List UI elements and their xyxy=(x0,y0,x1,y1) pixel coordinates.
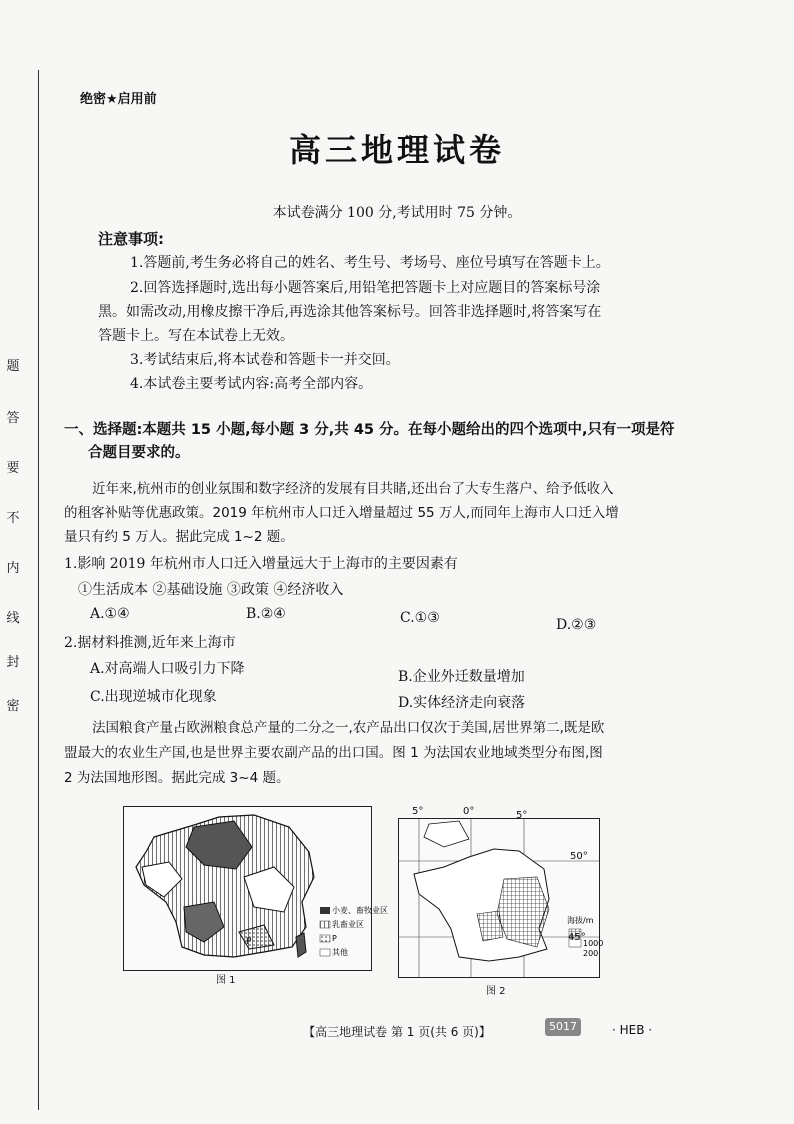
passage-line: 量只有约 5 万人。据此完成 1~2 题。 xyxy=(64,529,294,545)
exam-code-badge: 5017 xyxy=(545,1018,581,1036)
notice-line: 2.回答选择题时,选出每小题答案后,用铅笔把答题卡上对应题目的答案标号涂 xyxy=(130,280,601,296)
secret-label: 绝密★启用前 xyxy=(80,92,157,107)
page-title: 高三地理试卷 xyxy=(288,131,505,169)
q1-option-b: B.②④ xyxy=(246,606,286,622)
exam-subtitle: 本试卷满分 100 分,考试用时 75 分钟。 xyxy=(272,205,522,221)
legend-label: 乳畜业区 xyxy=(332,920,364,929)
corsica-island xyxy=(296,933,306,957)
legend-label: 其他 xyxy=(332,948,348,957)
legend-value: 200 xyxy=(583,949,599,958)
britain-outline xyxy=(424,821,469,847)
lat-label: 50° xyxy=(570,851,588,862)
legend-swatch-wheat xyxy=(320,907,330,914)
france-terrain-map xyxy=(399,819,604,977)
section-heading: 一、选择题:本题共 15 小题,每小题 3 分,共 45 分。在每小题给出的四个选项中,只有一项是符 xyxy=(64,422,675,438)
q1-option-c: C.①③ xyxy=(400,610,440,626)
passage-line: 近年来,杭州市的创业氛围和数字经济的发展有目共睹,还出台了大专生落户、给予低收入 xyxy=(92,481,614,497)
lon-label: 5° xyxy=(412,806,424,817)
side-char: 不 xyxy=(6,511,20,526)
figure-2-caption: 图 2 xyxy=(486,986,506,997)
side-char: 密 xyxy=(6,699,20,714)
legend-value: 1000 xyxy=(583,939,604,948)
passage-line: 的租客补贴等优惠政策。2019 年杭州市人口迁入增量超过 55 万人,而同年上海市人口迁入增 xyxy=(64,505,619,521)
q1-option-a: A.①④ xyxy=(90,606,130,622)
legend-label: P xyxy=(332,934,337,943)
figure-1-caption: 图 1 xyxy=(216,975,236,986)
passage-line: 2 为法国地形图。据此完成 3~4 题。 xyxy=(64,770,290,786)
lat-label: 45° xyxy=(568,932,586,943)
notice-line: 答题卡上。写在本试卷上无效。 xyxy=(98,328,294,344)
lon-label: 0° xyxy=(463,806,475,817)
passage-line: 法国粮食产量占欧洲粮食总产量的二分之一,农产品出口仅次于美国,居世界第二,既是欧 xyxy=(92,720,605,736)
page-footer: 【高三地理试卷 第 1 页(共 6 页)】 xyxy=(303,1025,491,1039)
france-agri-map xyxy=(124,807,388,970)
footer-code: · HEB · xyxy=(612,1023,653,1037)
fig1-legend xyxy=(320,905,388,957)
q2-option-c: C.出现逆城市化现象 xyxy=(90,689,217,705)
side-char: 要 xyxy=(6,461,20,476)
q2-option-a: A.对高端人口吸引力下降 xyxy=(90,661,245,677)
legend-swatch-dairy xyxy=(320,921,330,928)
notice-line: 黑。如需改动,用橡皮擦干净后,再选涂其他答案标号。回答非选择题时,将答案写在 xyxy=(98,304,602,320)
q2-option-d: D.实体经济走向衰落 xyxy=(398,695,526,711)
legend-swatch-other xyxy=(320,949,330,956)
q2-option-b: B.企业外迁数量增加 xyxy=(398,669,525,685)
question-1-items: ①生活成本 ②基础设施 ③政策 ④经济收入 xyxy=(78,582,344,598)
legend-swatch-p xyxy=(320,935,330,942)
notice-line: 4.本试卷主要考试内容:高考全部内容。 xyxy=(130,376,373,392)
side-char: 封 xyxy=(6,655,20,670)
notice-line: 1.答题前,考生务必将自己的姓名、考生号、考场号、座位号填写在答题卡上。 xyxy=(130,255,610,271)
notice-line: 3.考试结束后,将本试卷和答题卡一并交回。 xyxy=(130,352,400,368)
passage-line: 盟最大的农业生产国,也是世界主要农副产品的出口国。图 1 为法国农业地域类型分布图,图 xyxy=(64,745,603,761)
figure-2-map xyxy=(398,818,604,978)
legend-title: 海拔/m xyxy=(567,916,594,925)
figure-1-map xyxy=(123,806,388,971)
side-char: 线 xyxy=(6,611,20,626)
question-1-stem: 1.影响 2019 年杭州市人口迁入增量远大于上海市的主要因素有 xyxy=(64,556,458,572)
section-heading-cont: 合题目要求的。 xyxy=(88,445,190,461)
side-char: 内 xyxy=(6,561,20,576)
lon-label: 5° xyxy=(516,810,528,821)
marker-p: P xyxy=(246,937,252,947)
question-2-stem: 2.据材料推测,近年来上海市 xyxy=(64,635,236,651)
binding-line xyxy=(38,70,39,1110)
notice-heading: 注意事项: xyxy=(98,230,164,248)
legend-label: 小麦、畜牧业区 xyxy=(332,906,388,915)
side-char: 答 xyxy=(6,411,20,426)
side-char: 题 xyxy=(6,359,20,374)
q1-option-d: D.②③ xyxy=(556,617,597,633)
